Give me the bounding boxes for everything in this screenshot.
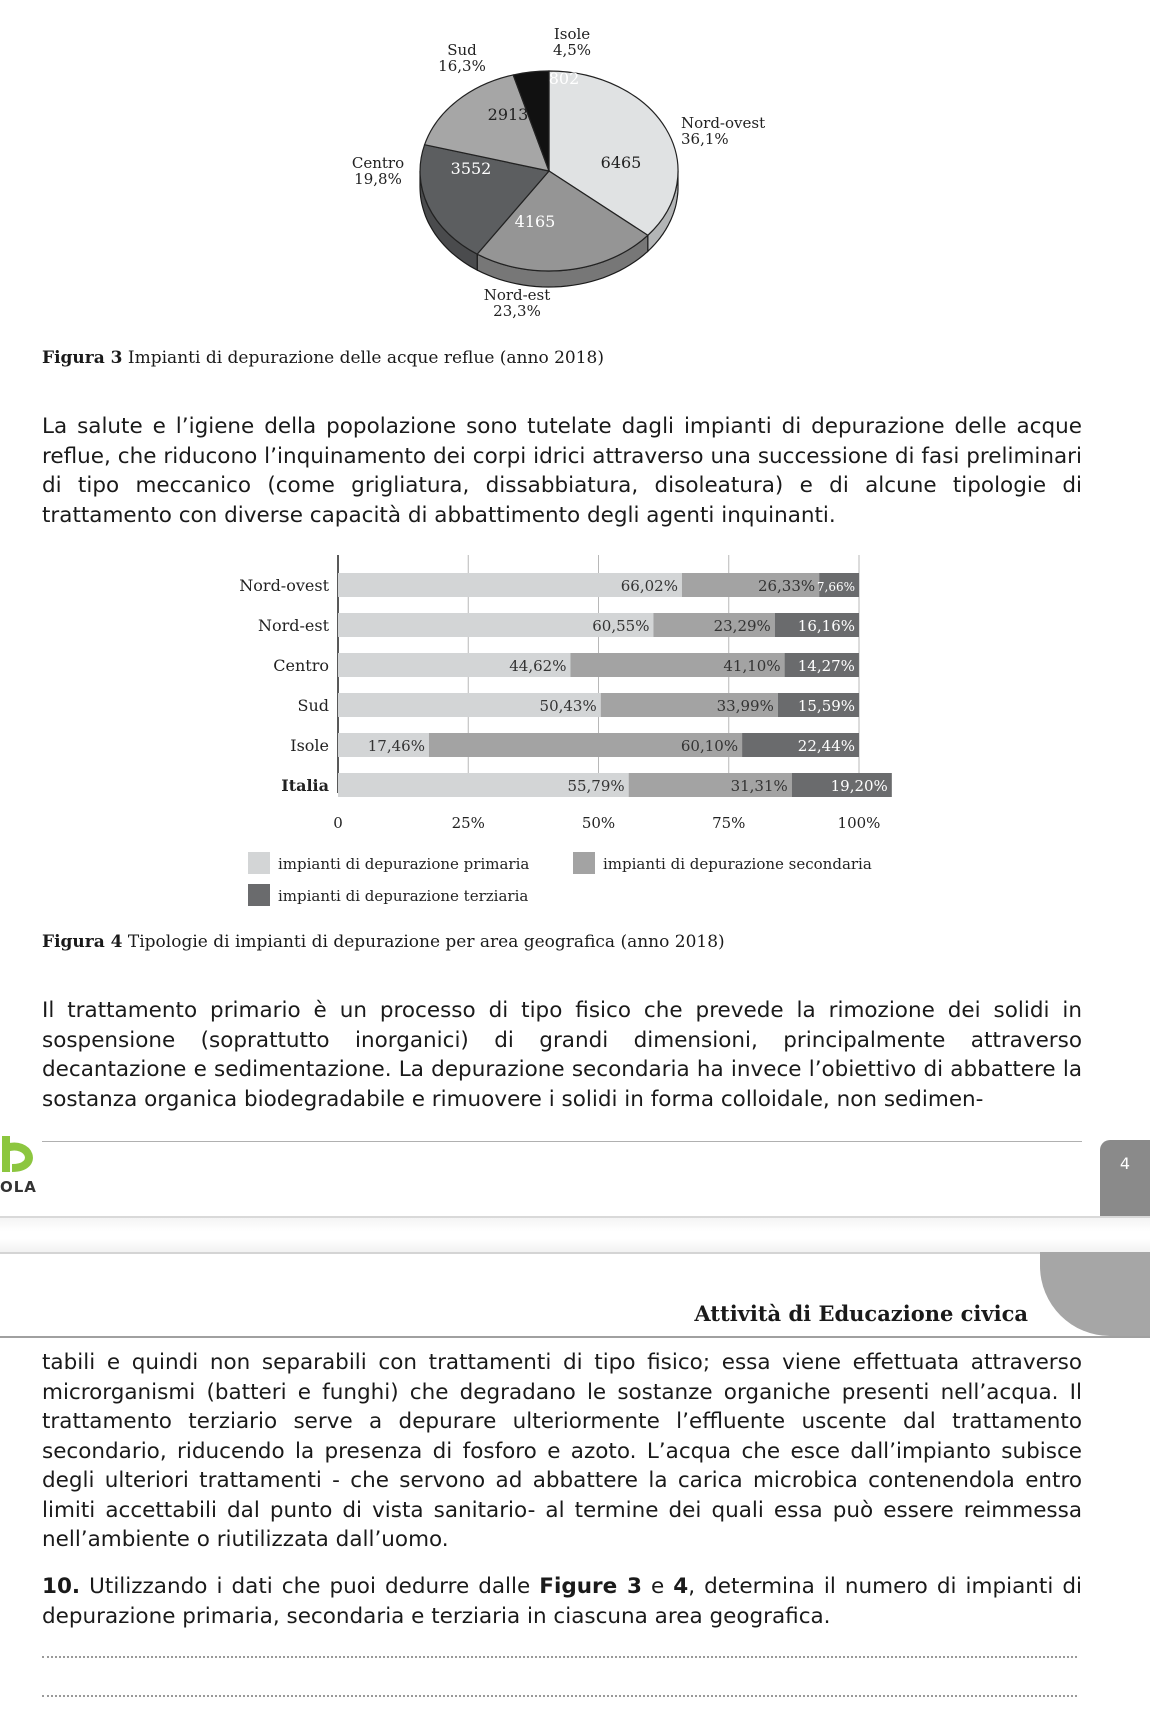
pie-percent-nord-ovest: 36,1% <box>681 130 729 148</box>
pie-label-sud: Sud <box>447 41 477 59</box>
page-separator <box>0 1216 1150 1254</box>
pie-value-centro: 3552 <box>450 159 492 178</box>
answer-line-2[interactable] <box>42 1695 1077 1697</box>
pie-value-isole: 802 <box>548 69 580 88</box>
question-bold-1: Figure 3 <box>539 1574 642 1599</box>
pie-label-isole: Isole <box>553 25 591 43</box>
bar-label-isole-primaria: 17,46% <box>367 737 425 755</box>
xtick-4: 100% <box>837 814 881 832</box>
question-text-1: Utilizzando i dati che puoi dedurre dalle <box>80 1574 540 1599</box>
category-label-sud: Sud <box>297 696 329 715</box>
figure3-caption-text: Impianti di depurazione delle acque reflue (anno 2018) <box>122 348 604 368</box>
footer-divider <box>42 1141 1082 1142</box>
paragraph-1: La salute e l’igiene della popolazione sono tutelate dagli impianti di depurazione delle acque reflue, che riducono l’inquinamento dei corpi idrici attraverso una successione di fasi preliminari di tipo meccanico (come grigliatura, dissabbiatura, disoleatura) e di alcune tipologie di trattamento con diverse capacità di abbattimento degli agenti inquinanti. <box>42 414 1082 528</box>
legend-swatch-1 <box>573 852 595 874</box>
answer-line-1[interactable] <box>42 1656 1077 1658</box>
header-tab <box>1040 1252 1150 1336</box>
pie-value-sud: 2913 <box>487 105 529 124</box>
bar-label-sud-terziaria: 15,59% <box>797 697 856 715</box>
pie-label-nord-est: Nord-est <box>483 286 551 304</box>
question-number: 10. <box>42 1574 81 1599</box>
figure3-caption <box>42 348 604 368</box>
pie-label-nord-ovest: Nord-ovest <box>681 114 766 132</box>
bar-label-nord-ovest-terziaria: 7,66% <box>816 580 856 594</box>
bar-label-centro-primaria: 44,62% <box>509 657 567 675</box>
pie-percent-nord-est: 23,3% <box>493 302 541 320</box>
pie-value-nord-ovest: 6465 <box>600 153 642 172</box>
bar-label-nord-ovest-secondaria: 26,33% <box>757 577 816 595</box>
category-label-nord-est: Nord-est <box>257 616 329 635</box>
legend-label-1: impianti di depurazione secondaria <box>603 855 872 873</box>
category-label-nord-ovest: Nord-ovest <box>239 576 329 595</box>
figure4-caption-label: Figura 4 <box>42 932 123 952</box>
question-text-2: e <box>641 1574 674 1599</box>
logo-icon <box>0 1134 42 1174</box>
bar-label-isole-secondaria: 60,10% <box>680 737 739 755</box>
header-title: Attività di Educazione civica <box>694 1301 1028 1326</box>
xtick-0: 0 <box>333 814 343 832</box>
bar-label-sud-primaria: 50,43% <box>539 697 597 715</box>
logo-text: OLA <box>0 1178 37 1196</box>
bar-chart <box>0 550 1150 920</box>
question-10 <box>42 1572 1082 1631</box>
bar-label-isole-terziaria: 22,44% <box>797 737 855 755</box>
bar-label-centro-terziaria: 14,27% <box>797 657 855 675</box>
question-bold-2: 4 <box>673 1574 689 1599</box>
pie-percent-centro: 19,8% <box>354 170 402 188</box>
pie-value-nord-est: 4165 <box>514 212 556 231</box>
paragraph-3: tabili e quindi non separabili con trattamenti di tipo fisico; essa viene effettuata attraverso microrganismi (batteri e funghi) che degradano le sostanze organiche presenti nell’acqua. Il trattamento terziario serve a depurare ulteriormente l’effluente uscente dal trattamento secondario, riducendo la presenza di fosforo e azoto. L’acqua che esce dall’impianto subisce degli ulteriori trattamenti - che servono ad abbattere la carica microbica contenendola entro limiti accettabili dal punto di vista sanitario- al termine dei quali essa può essere reimmessa nell’ambiente o riutilizzata dall’uomo. <box>42 1350 1082 1552</box>
legend-label-0: impianti di depurazione primaria <box>278 855 530 873</box>
pie-percent-sud: 16,3% <box>438 57 486 75</box>
category-label-centro: Centro <box>273 656 329 675</box>
bar-label-italia-terziaria: 19,20% <box>830 777 888 795</box>
bar-label-nord-est-secondaria: 23,29% <box>713 617 771 635</box>
bar-label-italia-secondaria: 31,31% <box>730 777 788 795</box>
page-number: 4 <box>1100 1140 1150 1216</box>
header-divider <box>0 1336 1150 1338</box>
figure3-caption-label: Figura 3 <box>42 348 123 368</box>
category-label-italia: Italia <box>281 776 329 795</box>
bar-label-nord-est-primaria: 60,55% <box>592 617 650 635</box>
bar-label-nord-est-terziaria: 16,16% <box>797 617 855 635</box>
bar-label-centro-secondaria: 41,10% <box>723 657 781 675</box>
pie-label-centro: Centro <box>351 154 405 172</box>
pie-percent-isole: 4,5% <box>552 41 592 59</box>
pie-chart <box>0 0 1150 340</box>
category-label-isole: Isole <box>290 736 329 755</box>
paragraph-2: Il trattamento primario è un processo di tipo fisico che prevede la rimozione dei solidi in sospensione (soprattutto inorganici) di grandi dimensioni, principalmente attraverso decantazione e sedimentazione. La depurazione secondaria ha invece l’obiettivo di abbattere la sostanza organica biodegradabile e rimuovere i solidi in forma colloidale, non sedimen- <box>42 998 1082 1112</box>
question-text-3: , determina il numero di impianti di depurazione primaria, secondaria e terziaria in ciascuna area geografica. <box>42 1574 1082 1629</box>
xtick-3: 75% <box>712 814 746 832</box>
xtick-1: 25% <box>451 814 485 832</box>
figure4-caption <box>42 932 725 952</box>
xtick-2: 50% <box>581 814 616 832</box>
bar-label-nord-ovest-primaria: 66,02% <box>620 577 678 595</box>
legend-swatch-0 <box>248 852 270 874</box>
legend-label-2: impianti di depurazione terziaria <box>278 887 529 905</box>
bar-label-sud-secondaria: 33,99% <box>716 697 774 715</box>
legend-swatch-2 <box>248 884 270 906</box>
bar-label-italia-primaria: 55,79% <box>567 777 625 795</box>
figure4-caption-text: Tipologie di impianti di depurazione per area geografica (anno 2018) <box>122 932 725 952</box>
